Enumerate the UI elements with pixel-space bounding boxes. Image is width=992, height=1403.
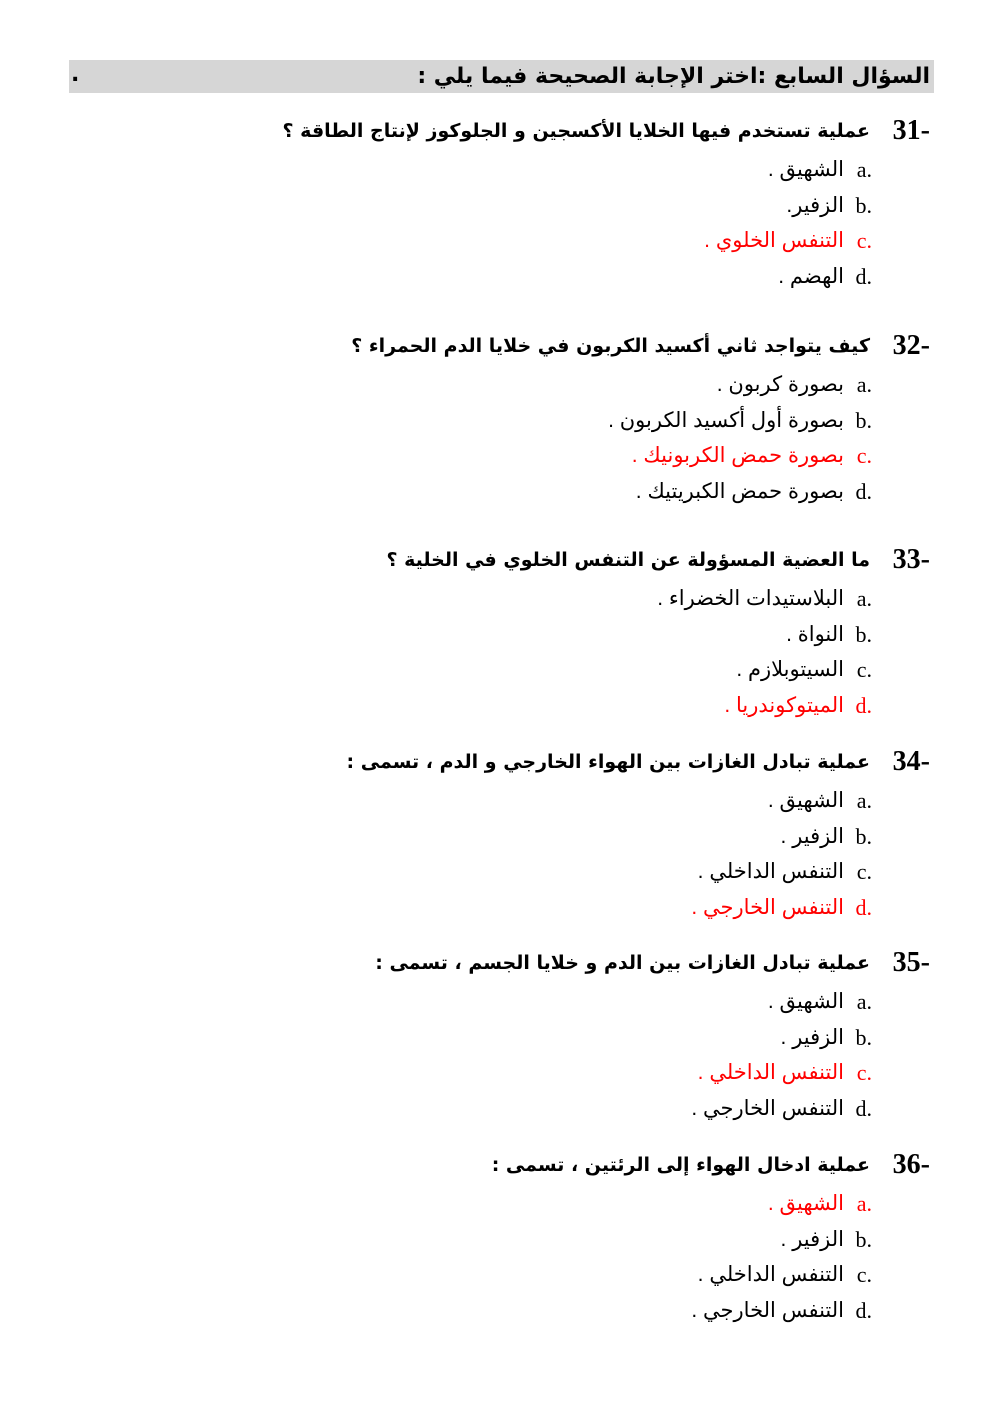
option-letter: a.	[856, 788, 872, 813]
option-text: السيتوبلازم .	[736, 658, 844, 681]
option-c[interactable]	[70, 1259, 872, 1295]
option-text: التنفس الداخلي .	[697, 860, 844, 883]
question-36	[70, 1148, 930, 1330]
option-letter: b.	[855, 621, 872, 647]
option-text: الزفير .	[780, 1025, 844, 1049]
option-text: البلاستيدات الخضراء .	[657, 587, 844, 610]
option-letter: d.	[855, 478, 872, 504]
option-d[interactable]	[70, 261, 872, 297]
question-number: 31-	[892, 115, 930, 146]
option-c[interactable]	[70, 440, 872, 476]
option-letter: b.	[855, 1024, 872, 1050]
answer-options	[70, 369, 872, 511]
option-text: الزفير.	[786, 193, 844, 217]
option-text: الهضم .	[778, 264, 844, 288]
option-a[interactable]	[70, 785, 872, 821]
option-a[interactable]	[70, 986, 872, 1022]
option-letter: d.	[855, 1297, 872, 1323]
question-text: عملية ادخال الهواء إلى الرئتين ، تسمى :	[491, 1154, 870, 1176]
question-text: عملية تبادل الغازات بين الدم و خلايا الجسم ، تسمى :	[375, 952, 870, 974]
option-d[interactable]	[70, 690, 872, 726]
option-letter: c.	[856, 228, 872, 253]
question-number: 35-	[892, 947, 930, 978]
question-text: ما العضية المسؤولة عن التنفس الخلوي في الخلية ؟	[386, 549, 870, 571]
question-number: 36-	[892, 1149, 930, 1180]
option-b[interactable]	[70, 190, 872, 226]
option-text: بصورة أول أكسيد الكربون .	[608, 408, 844, 432]
option-c[interactable]	[70, 225, 872, 261]
option-d[interactable]	[70, 476, 872, 512]
question-33	[70, 543, 930, 725]
option-text: الشهيق .	[767, 789, 844, 812]
option-b[interactable]	[70, 821, 872, 857]
answer-options	[70, 785, 872, 927]
section-title: السؤال السابع :اختر الإجابة الصحيحة فيما يلي :	[417, 64, 930, 89]
option-c[interactable]	[70, 856, 872, 892]
option-a[interactable]	[70, 154, 872, 190]
option-b[interactable]	[70, 1022, 872, 1058]
option-b[interactable]	[70, 405, 872, 441]
option-letter: a.	[856, 157, 872, 182]
question-34	[70, 745, 930, 927]
answer-options	[70, 154, 872, 296]
option-c[interactable]	[70, 1057, 872, 1093]
option-letter: b.	[855, 407, 872, 433]
option-letter: d.	[855, 1095, 872, 1121]
header-trailing-mark: .	[71, 62, 80, 87]
option-text: الشهيق .	[767, 1192, 844, 1215]
option-text: التنفس الداخلي .	[697, 1061, 844, 1084]
option-b[interactable]	[70, 619, 872, 655]
answer-options	[70, 583, 872, 725]
question-32	[70, 329, 930, 511]
option-letter: a.	[856, 1191, 872, 1216]
option-letter: d.	[855, 894, 872, 920]
option-text: التنفس الخارجي .	[691, 895, 844, 919]
option-text: التنفس الداخلي .	[697, 1263, 844, 1286]
question-number: 34-	[892, 746, 930, 777]
option-letter: b.	[855, 823, 872, 849]
option-text: التنفس الخلوي .	[704, 229, 844, 252]
option-letter: c.	[856, 657, 872, 682]
answer-options	[70, 1188, 872, 1330]
option-d[interactable]	[70, 1093, 872, 1129]
question-text: كيف يتواجد ثاني أكسيد الكربون في خلايا الدم الحمراء ؟	[351, 335, 870, 357]
question-number: 33-	[892, 544, 930, 575]
option-d[interactable]	[70, 892, 872, 928]
option-d[interactable]	[70, 1295, 872, 1331]
option-c[interactable]	[70, 654, 872, 690]
question-number: 32-	[892, 330, 930, 361]
question-text: عملية تستخدم فيها الخلايا الأكسجين و الجلوكوز لإنتاج الطاقة ؟	[282, 120, 870, 142]
answer-options	[70, 986, 872, 1128]
option-letter: c.	[856, 1060, 872, 1085]
option-text: الميتوكوندريا .	[724, 693, 844, 717]
option-letter: a.	[856, 372, 872, 397]
option-letter: b.	[855, 1226, 872, 1252]
option-text: بصورة حمض الكبريتيك .	[635, 479, 844, 503]
option-letter: b.	[855, 192, 872, 218]
question-text: عملية تبادل الغازات بين الهواء الخارجي و الدم ، تسمى :	[346, 751, 870, 773]
option-letter: a.	[856, 586, 872, 611]
option-letter: d.	[855, 692, 872, 718]
option-letter: a.	[856, 989, 872, 1014]
option-text: النواة .	[786, 622, 844, 646]
option-text: بصورة حمض الكربونيك .	[631, 444, 844, 467]
option-a[interactable]	[70, 583, 872, 619]
option-a[interactable]	[70, 369, 872, 405]
option-text: بصورة كربون .	[716, 373, 844, 396]
option-a[interactable]	[70, 1188, 872, 1224]
option-letter: c.	[856, 859, 872, 884]
option-text: الزفير .	[780, 1227, 844, 1251]
section-header	[69, 60, 934, 93]
option-b[interactable]	[70, 1224, 872, 1260]
option-text: الزفير .	[780, 824, 844, 848]
option-letter: c.	[856, 443, 872, 468]
option-text: الشهيق .	[767, 158, 844, 181]
option-letter: c.	[856, 1262, 872, 1287]
option-text: التنفس الخارجي .	[691, 1298, 844, 1322]
question-31	[70, 114, 930, 296]
option-text: الشهيق .	[767, 990, 844, 1013]
option-text: التنفس الخارجي .	[691, 1096, 844, 1120]
question-35	[70, 946, 930, 1128]
option-letter: d.	[855, 263, 872, 289]
